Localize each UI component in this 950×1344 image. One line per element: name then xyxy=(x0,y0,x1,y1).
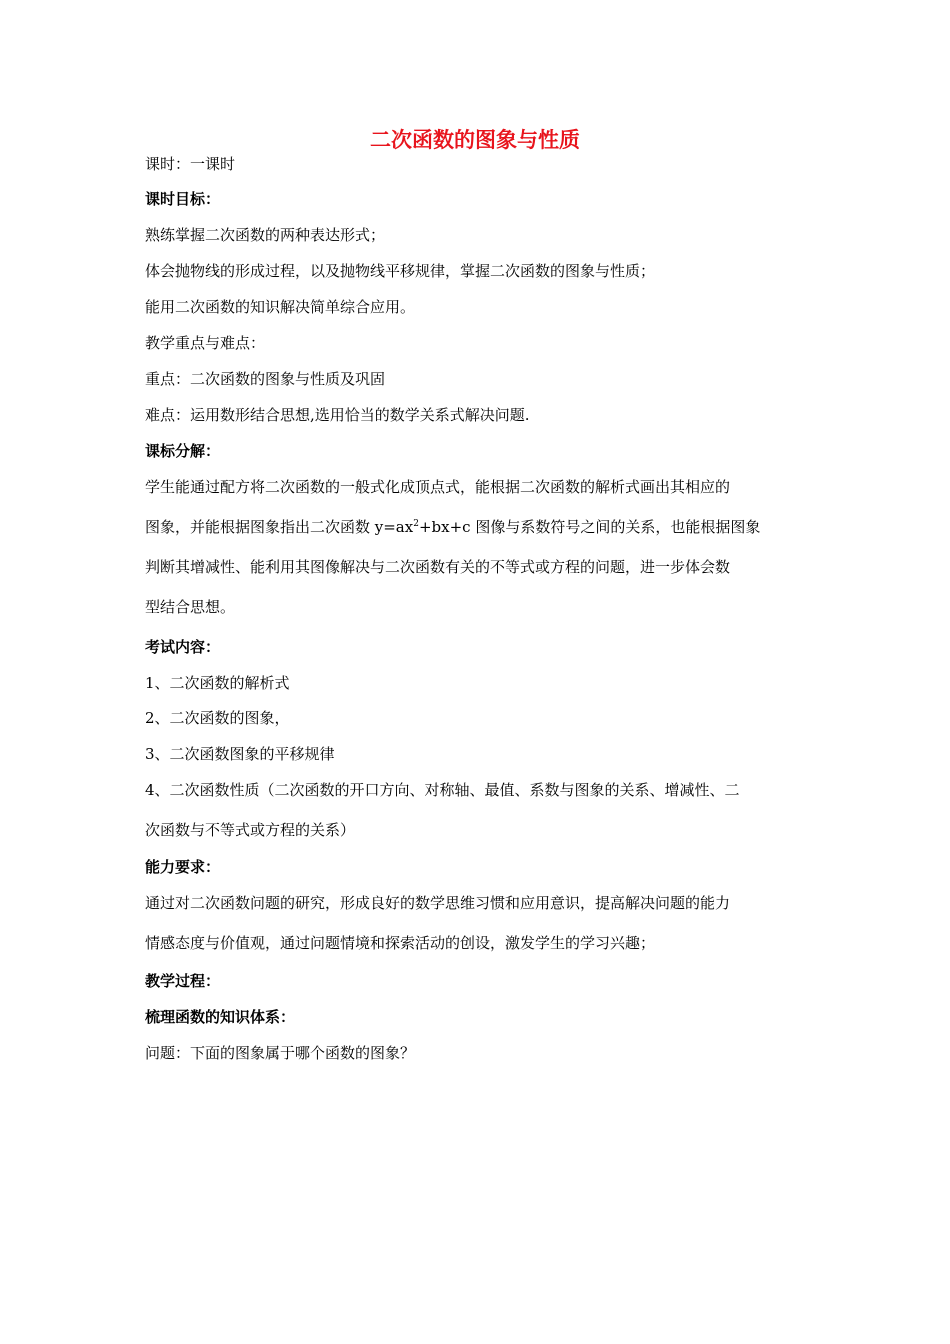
exam-item: 1、二次函数的解析式 xyxy=(145,674,290,692)
exponent: 2 xyxy=(413,519,419,529)
objective-item: 熟练掌握二次函数的两种表达形式； xyxy=(145,226,386,244)
lesson-period: 课时：一课时 xyxy=(145,155,236,173)
process-heading: 教学过程： xyxy=(145,972,221,990)
difficulty: 难点：运用数形结合思想,选用恰当的数学关系式解决问题. xyxy=(145,406,530,424)
standard-paragraph-line: 学生能通过配方将二次函数的一般式化成顶点式，能根据二次函数的解析式画出其相应的 xyxy=(145,478,731,496)
question: 问题：下面的图象属于哪个函数的图象？ xyxy=(145,1044,416,1062)
exam-item: 3、二次函数图象的平移规律 xyxy=(145,745,335,763)
standard-paragraph-line: 型结合思想。 xyxy=(145,598,236,616)
exam-item: 4、二次函数性质（二次函数的开口方向、对称轴、最值、系数与图象的关系、增减性、二 xyxy=(145,781,740,799)
ability-heading: 能力要求： xyxy=(145,858,221,876)
objectives-heading: 课时目标： xyxy=(145,190,221,208)
key-point: 重点：二次函数的图象与性质及巩固 xyxy=(145,370,386,388)
standard-heading: 课标分解： xyxy=(145,442,221,460)
standard-text: 图象，并能根据图象指出二次函数 y=ax xyxy=(145,518,414,536)
exam-item: 次函数与不等式或方程的关系） xyxy=(145,821,356,839)
objective-item: 体会抛物线的形成过程，以及抛物线平移规律，掌握二次函数的图象与性质； xyxy=(145,262,656,280)
key-points-heading: 教学重点与难点： xyxy=(145,334,266,352)
document-title: 二次函数的图象与性质 xyxy=(370,127,580,152)
standard-text: +bx+c 图像与系数符号之间的关系，也能根据图象 xyxy=(418,518,761,536)
ability-line: 通过对二次函数问题的研究，形成良好的数学思维习惯和应用意识，提高解决问题的能力 xyxy=(145,894,731,912)
exam-heading: 考试内容： xyxy=(145,638,221,656)
knowledge-heading: 梳理函数的知识体系： xyxy=(145,1008,296,1026)
objective-item: 能用二次函数的知识解决简单综合应用。 xyxy=(145,298,416,316)
exam-item: 2、二次函数的图象， xyxy=(145,709,290,727)
ability-line: 情感态度与价值观，通过问题情境和探索活动的创设，激发学生的学习兴趣； xyxy=(145,934,656,952)
standard-paragraph-line xyxy=(145,516,760,537)
standard-paragraph-line: 判断其增减性、能利用其图像解决与二次函数有关的不等式或方程的问题，进一步体会数 xyxy=(145,558,731,576)
